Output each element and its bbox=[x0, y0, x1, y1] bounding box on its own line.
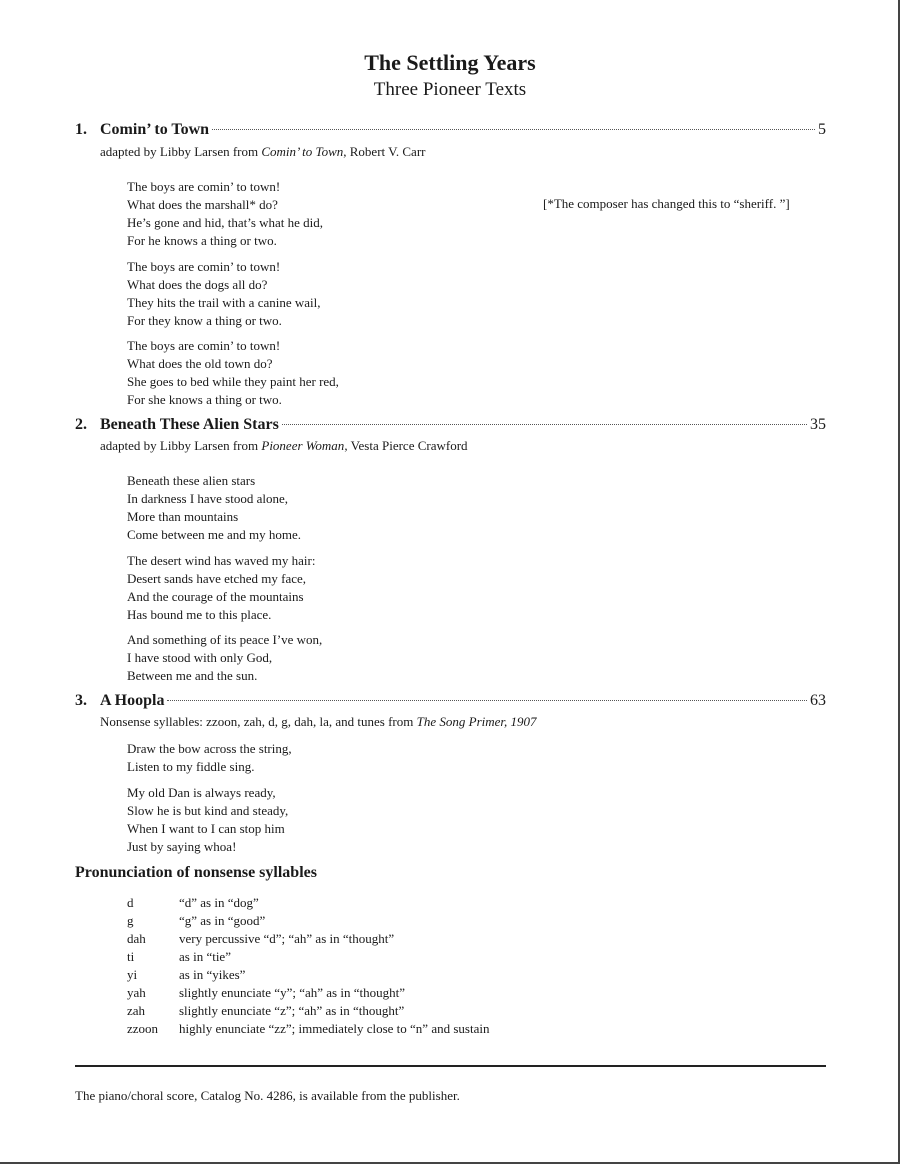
pronunciation-row bbox=[127, 1020, 489, 1038]
verse-line: He’s gone and hid, that’s what he did, bbox=[127, 215, 324, 230]
verse-line: The boys are comin’ to town! bbox=[127, 259, 281, 274]
syllable: zzoon bbox=[127, 1021, 159, 1036]
song-title: Comin’ to Town bbox=[100, 121, 210, 138]
song-number: 2. bbox=[75, 416, 87, 433]
verse-line: For she knows a thing or two. bbox=[127, 392, 282, 407]
song-title: Beneath These Alien Stars bbox=[100, 416, 279, 433]
song-credit bbox=[100, 438, 468, 454]
page-number: 5 bbox=[818, 121, 826, 138]
credit-source: The Song Primer, 1907 bbox=[416, 714, 537, 729]
verse-line: The boys are comin’ to town! bbox=[127, 179, 281, 194]
footer-note: The piano/choral score, Catalog No. 4286, is available from the publisher. bbox=[75, 1088, 460, 1103]
stanza bbox=[127, 258, 321, 330]
guide: slightly enunciate “z”; “ah” as in “thought” bbox=[179, 1003, 405, 1018]
dot-leader bbox=[282, 424, 807, 425]
dot-leader bbox=[167, 700, 807, 701]
verse-line: Has bound me to this place. bbox=[127, 607, 272, 622]
verse-line: My old Dan is always ready, bbox=[127, 785, 276, 800]
pronunciation-row bbox=[127, 1002, 489, 1020]
credit-suffix: , Vesta Pierce Crawford bbox=[344, 438, 468, 453]
verse-line: What does the old town do? bbox=[127, 356, 273, 371]
verse-line: For he knows a thing or two. bbox=[127, 233, 277, 248]
credit-prefix: Nonsense syllables: zzoon, zah, d, g, dah, la, and tunes from bbox=[100, 714, 417, 729]
verse-line: What does the marshall* do? bbox=[127, 197, 278, 212]
song-number: 3. bbox=[75, 692, 87, 709]
guide: as in “tie” bbox=[179, 949, 231, 964]
verse-line: The desert wind has waved my hair: bbox=[127, 553, 316, 568]
verse-line: Between me and the sun. bbox=[127, 668, 258, 683]
verse-line: Just by saying whoa! bbox=[127, 839, 237, 854]
pronunciation-heading: Pronunciation of nonsense syllables bbox=[75, 864, 317, 881]
verse-line: Beneath these alien stars bbox=[127, 473, 256, 488]
stanza bbox=[127, 631, 322, 685]
guide: slightly enunciate “y”; “ah” as in “thought” bbox=[179, 985, 405, 1000]
stanza bbox=[127, 178, 323, 250]
pronunciation-row bbox=[127, 894, 489, 912]
footnote: [*The composer has changed this to “sheriff. ”] bbox=[543, 196, 790, 211]
page-subtitle: Three Pioneer Texts bbox=[373, 79, 527, 100]
verse-line: Come between me and my home. bbox=[127, 527, 302, 542]
verse-line: More than mountains bbox=[127, 509, 239, 524]
guide: “g” as in “good” bbox=[179, 913, 266, 928]
syllable: yi bbox=[127, 967, 138, 982]
verse-line: And the courage of the mountains bbox=[127, 589, 304, 604]
verse-line: They hits the trail with a canine wail, bbox=[127, 295, 321, 310]
syllable: dah bbox=[127, 931, 146, 946]
page-number: 63 bbox=[810, 692, 826, 709]
credit-prefix: adapted by Libby Larsen from bbox=[100, 144, 262, 159]
page-title: The Settling Years bbox=[364, 50, 536, 75]
stanza bbox=[127, 740, 292, 776]
credit-source: Comin’ to Town bbox=[261, 144, 344, 159]
pronunciation-row bbox=[127, 930, 489, 948]
verse-line: Slow he is but kind and steady, bbox=[127, 803, 289, 818]
toc-entry-2 bbox=[75, 416, 826, 434]
pronunciation-row bbox=[127, 948, 489, 966]
verse-line: Draw the bow across the string, bbox=[127, 741, 292, 756]
verse-line: And something of its peace I’ve won, bbox=[127, 632, 323, 647]
verse-line: Listen to my fiddle sing. bbox=[127, 759, 255, 774]
verse-line: Desert sands have etched my face, bbox=[127, 571, 307, 586]
credit-source: Pioneer Woman bbox=[261, 438, 345, 453]
pronunciation-row bbox=[127, 984, 489, 1002]
pronunciation-row bbox=[127, 966, 489, 984]
syllable: ti bbox=[127, 949, 135, 964]
stanza bbox=[127, 472, 301, 544]
verse-line: When I want to I can stop him bbox=[127, 821, 285, 836]
page-number: 35 bbox=[810, 416, 826, 433]
pronunciation-row bbox=[127, 912, 489, 930]
dot-leader bbox=[212, 129, 815, 130]
guide: as in “yikes” bbox=[179, 967, 246, 982]
verse-line: The boys are comin’ to town! bbox=[127, 338, 281, 353]
verse-line: For they know a thing or two. bbox=[127, 313, 282, 328]
verse-line: She goes to bed while they paint her red, bbox=[127, 374, 339, 389]
syllable: d bbox=[127, 895, 134, 910]
syllable: yah bbox=[127, 985, 146, 1000]
stanza bbox=[127, 337, 339, 409]
song-credit bbox=[100, 714, 537, 730]
toc-entry-1 bbox=[75, 121, 826, 139]
toc-entry-3 bbox=[75, 692, 826, 710]
guide: highly enunciate “zz”; immediately close to “n” and sustain bbox=[179, 1021, 490, 1036]
pronunciation-table bbox=[127, 894, 489, 1038]
credit-prefix: adapted by Libby Larsen from bbox=[100, 438, 262, 453]
verse-line: What does the dogs all do? bbox=[127, 277, 268, 292]
guide: “d” as in “dog” bbox=[179, 895, 259, 910]
guide: very percussive “d”; “ah” as in “thought” bbox=[179, 931, 395, 946]
syllable: g bbox=[127, 913, 134, 928]
verse-line: I have stood with only God, bbox=[127, 650, 273, 665]
syllable: zah bbox=[127, 1003, 146, 1018]
song-number: 1. bbox=[75, 121, 87, 138]
song-credit bbox=[100, 144, 425, 160]
song-title: A Hoopla bbox=[100, 692, 165, 709]
stanza bbox=[127, 784, 288, 856]
credit-suffix: , Robert V. Carr bbox=[343, 144, 426, 159]
stanza bbox=[127, 552, 315, 624]
verse-line: In darkness I have stood alone, bbox=[127, 491, 289, 506]
horizontal-rule bbox=[75, 1065, 826, 1067]
